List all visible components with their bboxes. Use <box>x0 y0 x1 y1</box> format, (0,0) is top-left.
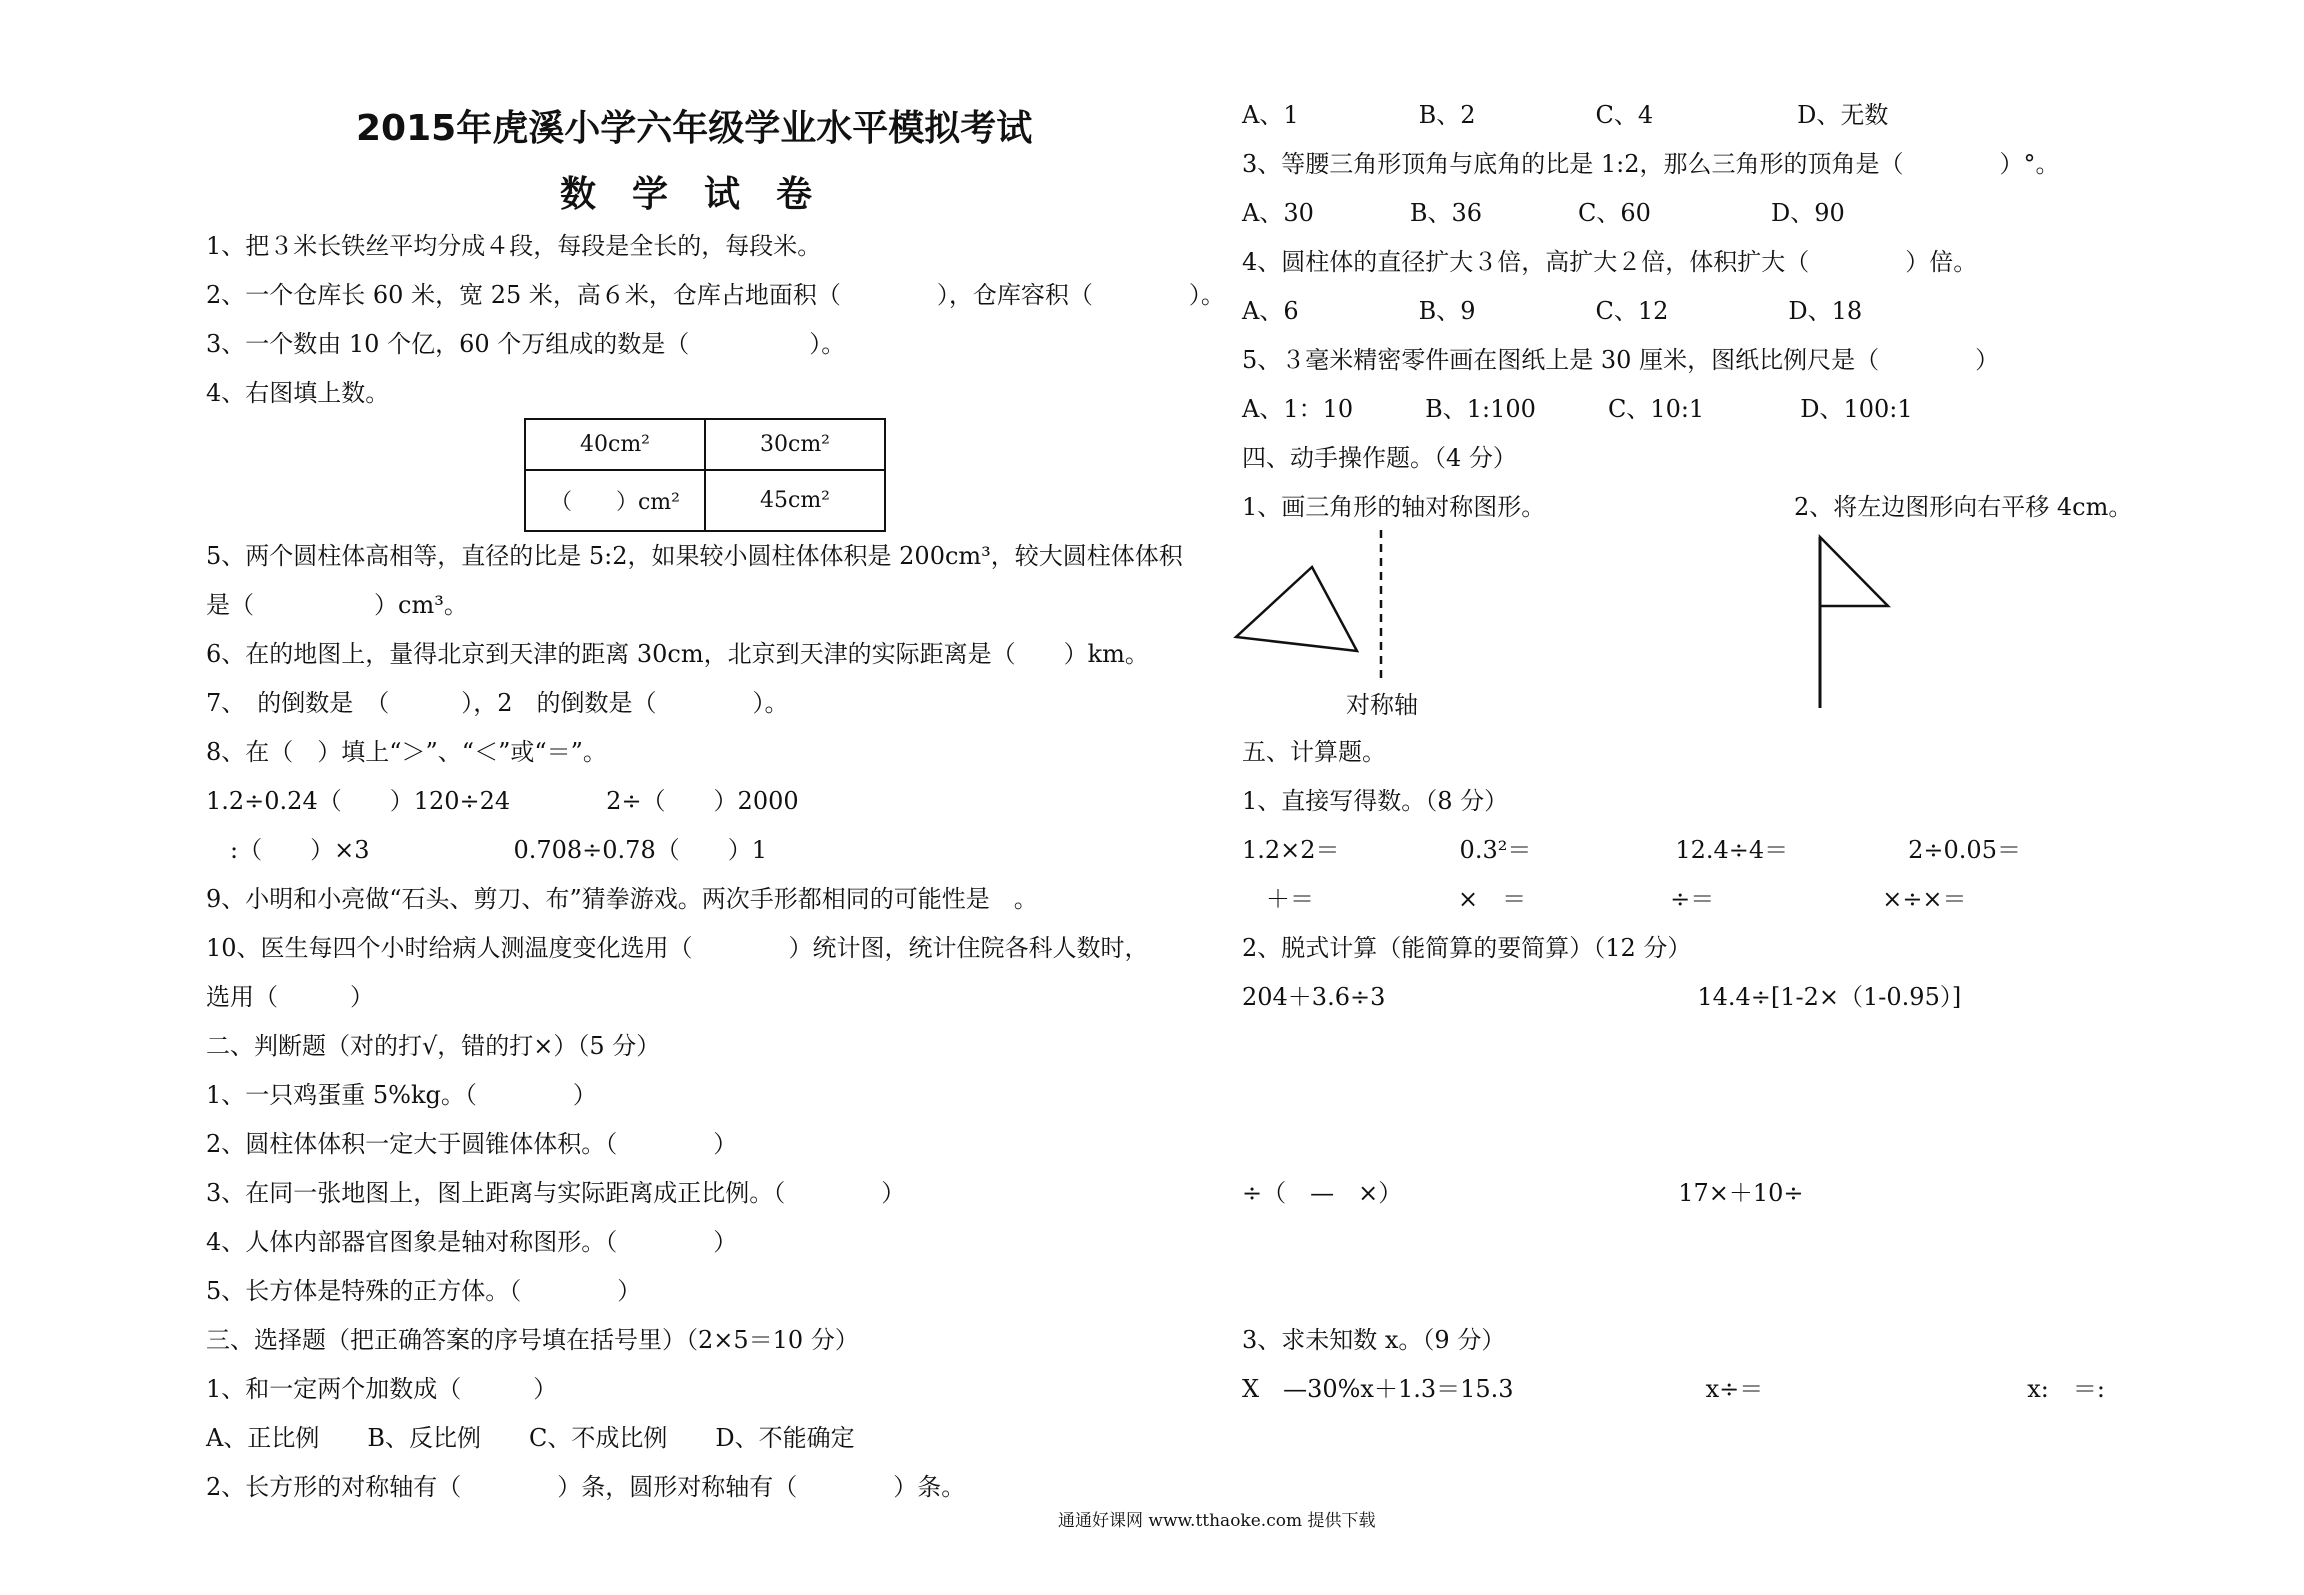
question-5-line2: 是（ ）cm³。 <box>206 591 468 619</box>
choice-4-options: A、6 B、9 C、12 D、18 <box>1242 297 1863 325</box>
question-10-line1: 10、医生每四个小时给病人测温度变化选用（ ）统计图，统计住院各科人数时， <box>206 934 1149 962</box>
choice-2: 2、长方形的对称轴有（ ）条，圆形对称轴有（ ）条。 <box>206 1473 966 1501</box>
choice-2-options: A、1 B、2 C、4 D、无数 <box>1242 101 1889 129</box>
exam-subtitle: 数 学 试 卷 <box>560 174 813 215</box>
area-cell: 40cm² <box>525 419 705 470</box>
choice-3-options: A、30 B、36 C、60 D、90 <box>1242 199 1845 227</box>
question-5-line1: 5、两个圆柱体高相等，直径的比是 5:2，如果较小圆柱体体积是 200cm³，较大圆柱体体积 <box>206 542 1183 570</box>
judge-5: 5、长方体是特殊的正方体。（ ） <box>206 1277 642 1305</box>
question-8-row2: :（ ）×3 0.708÷0.78（ ）1 <box>206 836 767 864</box>
section-4-heading: 四、动手操作题。（4 分） <box>1242 444 1517 472</box>
question-1: 1、把３米长铁丝平均分成４段，每段是全长的，每段米。 <box>206 232 822 260</box>
calc-2-row1: 204＋3.6÷3 14.4÷[1-2×（1-0.95）] <box>1242 983 1962 1011</box>
question-10-line2: 选用（ ） <box>206 983 374 1011</box>
triangle-shape <box>1236 567 1357 651</box>
calc-3-heading: 3、求未知数 x。（9 分） <box>1242 1326 1506 1354</box>
question-8-row1: 1.2÷0.24（ ）120÷24 2÷（ ）2000 <box>206 787 799 815</box>
calc-1-row1: 1.2×2＝ 0.3²＝ 12.4÷4＝ 2÷0.05＝ <box>1242 836 2021 864</box>
area-cell: 45cm² <box>705 470 885 531</box>
operation-2: 2、将左边图形向右平移 4cm。 <box>1794 493 2133 521</box>
calc-3-row: X —30%x＋1.3＝15.3 x÷＝ x: ＝: <box>1242 1375 2105 1403</box>
footer-source: 通通好课网 www.tthaoke.com 提供下载 <box>1058 1511 1376 1531</box>
judge-2: 2、圆柱体体积一定大于圆锥体体积。（ ） <box>206 1130 738 1158</box>
area-cell: 30cm² <box>705 419 885 470</box>
choice-4: 4、圆柱体的直径扩大３倍，高扩大２倍，体积扩大（ ）倍。 <box>1242 248 1978 276</box>
choice-5-options: A、1：10 B、1:100 C、10:1 D、100:1 <box>1242 395 1913 423</box>
choice-5: 5、３毫米精密零件画在图纸上是 30 厘米，图纸比例尺是（ ） <box>1242 346 2000 374</box>
exam-title: 2015年虎溪小学六年级学业水平模拟考试 <box>356 108 1033 149</box>
question-6: 6、在的地图上，量得北京到天津的距离 30cm，北京到天津的实际距离是（ ）km。 <box>206 640 1149 668</box>
judge-4: 4、人体内部器官图象是轴对称图形。（ ） <box>206 1228 738 1256</box>
calc-1-row2: ＋＝ × ＝ ÷＝ ×÷×＝ <box>1242 885 1967 913</box>
axis-label: 对称轴 <box>1346 691 1418 719</box>
question-8: 8、在（ ）填上“＞”、“＜”或“＝”。 <box>206 738 607 766</box>
judge-1: 1、一只鸡蛋重 5%kg。（ ） <box>206 1081 597 1109</box>
question-4: 4、右图填上数。 <box>206 379 390 407</box>
section-3-heading: 三、选择题（把正确答案的序号填在括号里）（2×5＝10 分） <box>206 1326 859 1354</box>
choice-1: 1、和一定两个加数成（ ） <box>206 1375 558 1403</box>
judge-3: 3、在同一张地图上，图上距离与实际距离成正比例。（ ） <box>206 1179 906 1207</box>
section-2-heading: 二、判断题（对的打√，错的打×）（5 分） <box>206 1032 661 1060</box>
operation-1: 1、画三角形的轴对称图形。 <box>1242 493 1546 521</box>
calc-2-heading: 2、脱式计算（能简算的要简算）（12 分） <box>1242 934 1692 962</box>
calc-1-heading: 1、直接写得数。（8 分） <box>1242 787 1509 815</box>
question-7: 7、 的倒数是 （ ），2 的倒数是（ ）。 <box>206 689 789 717</box>
flag-triangle <box>1820 537 1888 606</box>
section-5-heading: 五、计算题。 <box>1242 738 1386 766</box>
question-2: 2、一个仓库长 60 米，宽 25 米，高６米，仓库占地面积（ ），仓库容积（ ）。 <box>206 281 1225 309</box>
area-cell-blank[interactable]: （ ）cm² <box>525 470 705 531</box>
choice-3: 3、等腰三角形顶角与底角的比是 1:2，那么三角形的顶角是（ ）°。 <box>1242 150 2060 178</box>
question-9: 9、小明和小亮做“石头、剪刀、布”猜拳游戏。两次手形都相同的可能性是 。 <box>206 885 1038 913</box>
choice-1-options: A、正比例 B、反比例 C、不成比例 D、不能确定 <box>206 1424 855 1452</box>
question-3: 3、一个数由 10 个亿，60 个万组成的数是（ ）。 <box>206 330 846 358</box>
calc-2-row2: ÷（ — ×） 17×＋10÷ <box>1242 1179 1804 1207</box>
